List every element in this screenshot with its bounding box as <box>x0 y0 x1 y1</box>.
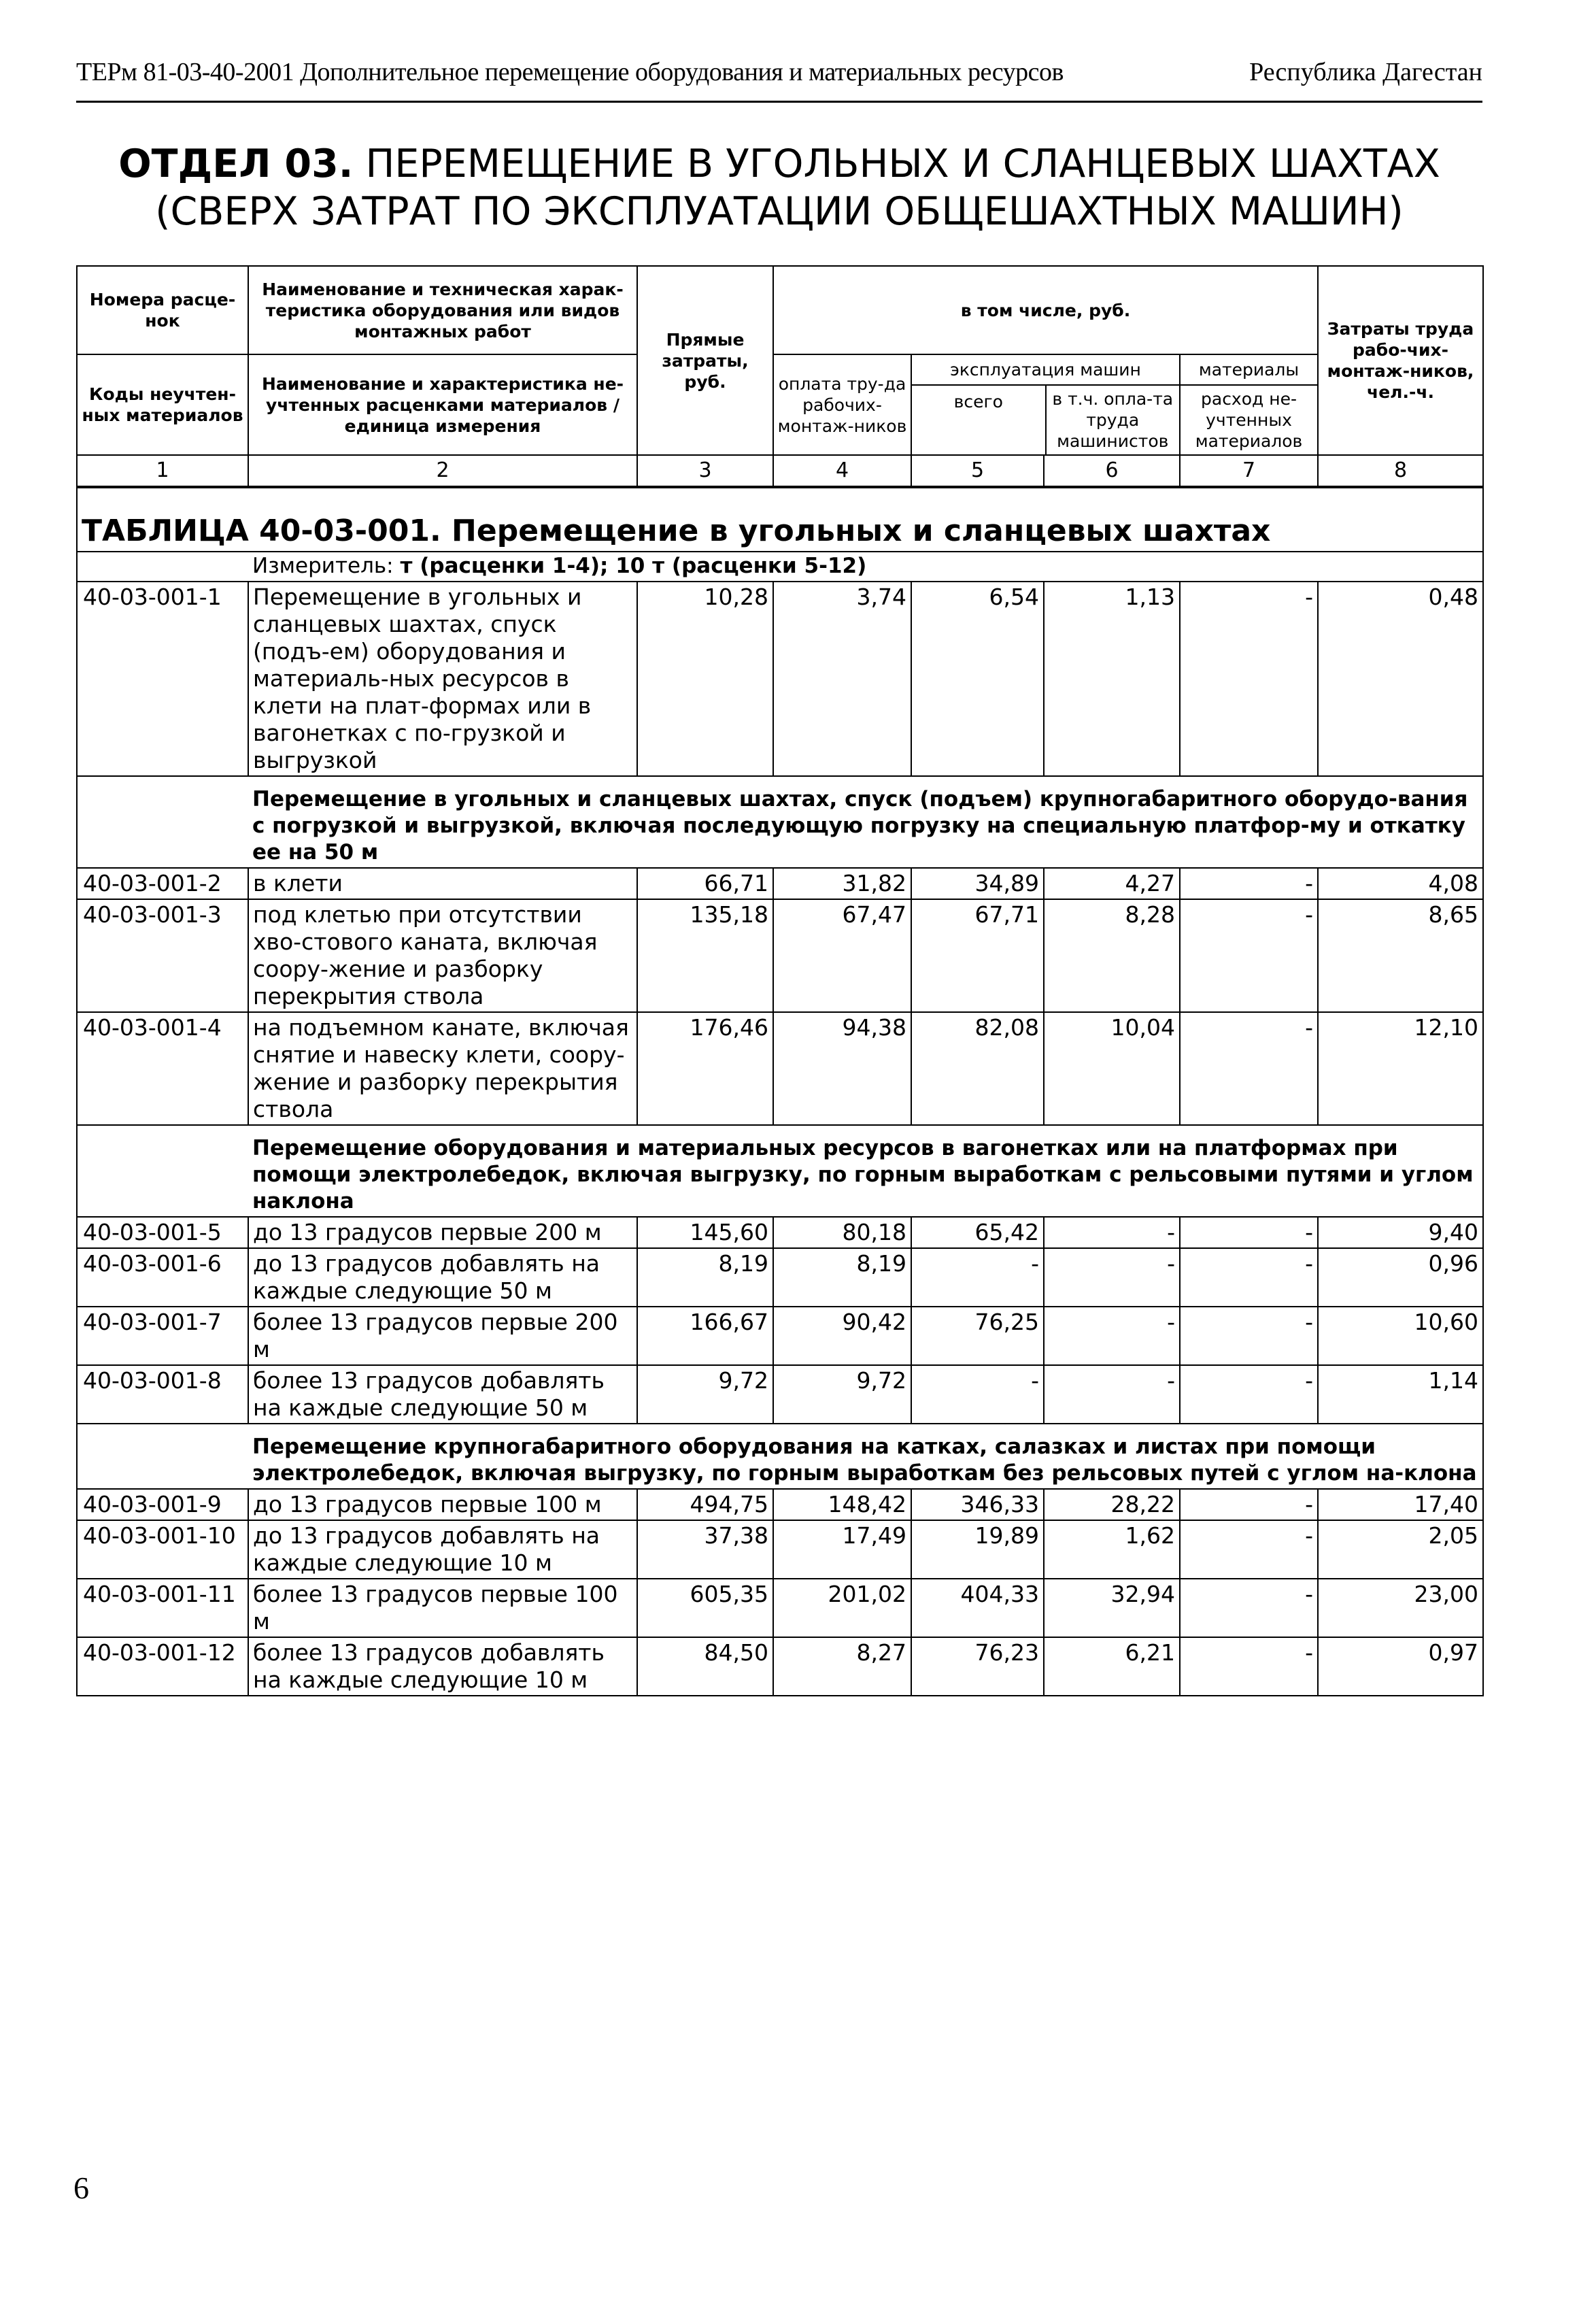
group-heading-row <box>77 1424 1483 1489</box>
measure-unit <box>248 552 1483 582</box>
machinist-wage: - <box>1044 1217 1180 1248</box>
labor-hours: 0,48 <box>1318 582 1483 776</box>
header-region: Республика Дагестан <box>1249 58 1482 86</box>
labor-hours: 23,00 <box>1318 1579 1483 1637</box>
machines-total: 404,33 <box>911 1579 1044 1637</box>
col5-header: всего <box>912 386 1047 454</box>
machines-total: 6,54 <box>911 582 1044 776</box>
group-heading-spacer <box>77 1125 248 1217</box>
colnum-5: 5 <box>911 455 1044 487</box>
machines-total: 76,25 <box>911 1307 1044 1365</box>
rate-name: до 13 градусов первые 200 м <box>248 1217 637 1248</box>
group-heading: Перемещение оборудования и материальных ресурсов в вагонетках или на платформах при помощи электролебедок, включая выгрузку, по горным выработкам с рельсовыми путями и углом наклона <box>248 1125 1483 1217</box>
rate-code: 40-03-001-1 <box>77 582 248 776</box>
direct-cost: 494,75 <box>637 1489 773 1520</box>
materials-label: материалы <box>1181 355 1317 386</box>
rate-code: 40-03-001-9 <box>77 1489 248 1520</box>
table-title <box>77 487 1483 552</box>
labor-wage: 8,27 <box>773 1637 911 1696</box>
rate-code: 40-03-001-6 <box>77 1248 248 1307</box>
labor-hours: 12,10 <box>1318 1012 1483 1125</box>
section-prefix: ОТДЕЛ 03. <box>118 141 354 186</box>
colnum-1: 1 <box>77 455 248 487</box>
colnum-8: 8 <box>1318 455 1483 487</box>
rate-code: 40-03-001-2 <box>77 868 248 899</box>
machines-total: 34,89 <box>911 868 1044 899</box>
materials-cost: - <box>1180 1365 1318 1424</box>
materials-cost: - <box>1180 1217 1318 1248</box>
materials-header <box>1180 354 1318 455</box>
machinist-wage: 6,21 <box>1044 1637 1180 1696</box>
table-row <box>77 1637 1483 1696</box>
rate-code: 40-03-001-3 <box>77 899 248 1012</box>
rate-name: до 13 градусов добавлять на каждые следующие 10 м <box>248 1520 637 1579</box>
machinist-wage: - <box>1044 1365 1180 1424</box>
materials-cost: - <box>1180 582 1318 776</box>
section-title-line1: ПЕРЕМЕЩЕНИЕ В УГОЛЬНЫХ И СЛАНЦЕВЫХ ШАХТАХ <box>365 141 1440 186</box>
machinist-wage: - <box>1044 1248 1180 1307</box>
group-heading: Перемещение в угольных и сланцевых шахтах, спуск (подъем) крупногабаритного оборудо-вания с погрузкой и выгрузкой, включая последующую погрузку на специальную платфор-му и откатку ее на 50 м <box>248 776 1483 868</box>
section-title-line2: (СВЕРХ ЗАТРАТ ПО ЭКСПЛУАТАЦИИ ОБЩЕШАХТНЫХ МАШИН) <box>155 189 1404 234</box>
materials-cost: - <box>1180 1520 1318 1579</box>
table-row <box>77 1012 1483 1125</box>
machines-total: - <box>911 1365 1044 1424</box>
labor-wage: 201,02 <box>773 1579 911 1637</box>
table-row <box>77 1579 1483 1637</box>
labor-hours: 10,60 <box>1318 1307 1483 1365</box>
header-document-title: ТЕРм 81-03-40-2001 Дополнительное перемещение оборудования и материальных ресурсов <box>76 58 1064 86</box>
column-numbers-row <box>77 455 1483 487</box>
colnum-7: 7 <box>1180 455 1318 487</box>
machinist-wage: 1,62 <box>1044 1520 1180 1579</box>
machines-label: эксплуатация машин <box>912 355 1179 386</box>
table-row <box>77 1520 1483 1579</box>
rate-name: более 13 градусов добавлять на каждые следующие 50 м <box>248 1365 637 1424</box>
direct-cost: 10,28 <box>637 582 773 776</box>
labor-hours: 0,97 <box>1318 1637 1483 1696</box>
direct-cost: 605,35 <box>637 1579 773 1637</box>
rate-code: 40-03-001-5 <box>77 1217 248 1248</box>
machines-total: 346,33 <box>911 1489 1044 1520</box>
labor-wage: 8,19 <box>773 1248 911 1307</box>
labor-wage: 148,42 <box>773 1489 911 1520</box>
table-row <box>77 1307 1483 1365</box>
direct-cost: 176,46 <box>637 1012 773 1125</box>
machines-total: - <box>911 1248 1044 1307</box>
labor-wage: 3,74 <box>773 582 911 776</box>
rate-name: более 13 градусов первые 100 м <box>248 1579 637 1637</box>
labor-hours: 8,65 <box>1318 899 1483 1012</box>
group-heading: Перемещение крупногабаритного оборудования на катках, салазках и листах при помощи электролебедок, включая выгрузку, по горным выработкам без рельсовых путей с углом на-клона <box>248 1424 1483 1489</box>
labor-wage: 90,42 <box>773 1307 911 1365</box>
col7-header: расход не-учтенных материалов <box>1195 389 1303 451</box>
materials-cost: - <box>1180 1012 1318 1125</box>
including-header: в том числе, руб. <box>773 266 1318 354</box>
machines-total: 65,42 <box>911 1217 1044 1248</box>
table-row <box>77 582 1483 776</box>
rate-code: 40-03-001-11 <box>77 1579 248 1637</box>
rate-code: 40-03-001-7 <box>77 1307 248 1365</box>
labor-hours: 0,96 <box>1318 1248 1483 1307</box>
rate-name: в клети <box>248 868 637 899</box>
direct-cost: 84,50 <box>637 1637 773 1696</box>
materials-cost: - <box>1180 1579 1318 1637</box>
labor-hours: 9,40 <box>1318 1217 1483 1248</box>
col6-header: в т.ч. опла-та труда машинистов <box>1052 389 1174 451</box>
labor-wage: 94,38 <box>773 1012 911 1125</box>
table-row <box>77 1217 1483 1248</box>
machinist-wage: - <box>1044 1307 1180 1365</box>
colnum-2: 2 <box>248 455 637 487</box>
machinist-wage: 28,22 <box>1044 1489 1180 1520</box>
rate-name: под клетью при отсутствии хво-стового каната, включая соору-жение и разборку перекрытия ствола <box>248 899 637 1012</box>
direct-cost: 135,18 <box>637 899 773 1012</box>
labor-wage: 9,72 <box>773 1365 911 1424</box>
machines-total: 67,71 <box>911 899 1044 1012</box>
group-heading-spacer <box>77 776 248 868</box>
table-title-row <box>77 487 1483 552</box>
rows-group-2 <box>77 1125 1483 1424</box>
col1-header-bottom: Коды неучтен-ных материалов <box>77 354 248 455</box>
machinist-wage: 1,13 <box>1044 582 1180 776</box>
machinist-wage: 32,94 <box>1044 1579 1180 1637</box>
materials-cost: - <box>1180 899 1318 1012</box>
group-heading-spacer <box>77 1424 248 1489</box>
group-heading-row <box>77 1125 1483 1217</box>
machinist-wage: 10,04 <box>1044 1012 1180 1125</box>
table-row <box>77 1248 1483 1307</box>
page-header <box>76 53 1482 103</box>
machines-total: 82,08 <box>911 1012 1044 1125</box>
direct-cost: 8,19 <box>637 1248 773 1307</box>
rate-name: более 13 градусов первые 200 м <box>248 1307 637 1365</box>
direct-cost: 37,38 <box>637 1520 773 1579</box>
labor-hours: 4,08 <box>1318 868 1483 899</box>
measure-value: т (расценки 1-4); 10 т (расценки 5-12) <box>400 554 867 578</box>
colnum-3: 3 <box>637 455 773 487</box>
machinist-wage: 8,28 <box>1044 899 1180 1012</box>
rate-name: до 13 градусов первые 100 м <box>248 1489 637 1520</box>
group-heading-row <box>77 776 1483 868</box>
table-row <box>77 1489 1483 1520</box>
rate-name: на подъемном канате, включая снятие и навеску клети, соору-жение и разборку перекрытия ствола <box>248 1012 637 1125</box>
labor-wage: 17,49 <box>773 1520 911 1579</box>
rate-code: 40-03-001-4 <box>77 1012 248 1125</box>
colnum-6: 6 <box>1044 455 1180 487</box>
table-row <box>77 1365 1483 1424</box>
labor-hours: 2,05 <box>1318 1520 1483 1579</box>
rate-code: 40-03-001-10 <box>77 1520 248 1579</box>
materials-cost: - <box>1180 1489 1318 1520</box>
colnum-4: 4 <box>773 455 911 487</box>
direct-cost: 166,67 <box>637 1307 773 1365</box>
direct-cost: 9,72 <box>637 1365 773 1424</box>
rows-group-3 <box>77 1424 1483 1696</box>
page-number: 6 <box>73 2170 89 2205</box>
machines-total: 19,89 <box>911 1520 1044 1579</box>
materials-cost: - <box>1180 1637 1318 1696</box>
labor-wage: 80,18 <box>773 1217 911 1248</box>
rate-code: 40-03-001-8 <box>77 1365 248 1424</box>
rate-code: 40-03-001-12 <box>77 1637 248 1696</box>
labor-wage: 31,82 <box>773 868 911 899</box>
table-title-text: ТАБЛИЦА 40-03-001. Перемещение в угольных и сланцевых шахтах <box>82 514 1271 548</box>
section-title <box>76 140 1482 235</box>
labor-hours: 17,40 <box>1318 1489 1483 1520</box>
machinist-wage: 4,27 <box>1044 868 1180 899</box>
col4-header: оплата тру-да рабочих-монтаж-ников <box>773 354 911 455</box>
labor-wage: 67,47 <box>773 899 911 1012</box>
labor-hours: 1,14 <box>1318 1365 1483 1424</box>
col2-header-top: Наименование и техническая харак-теристика оборудования или видов монтажных работ <box>248 266 637 354</box>
rows-group-1 <box>77 776 1483 1125</box>
rate-name: Перемещение в угольных и сланцевых шахтах, спуск (подъ-ем) оборудования и материаль-ных ресурсов в клети на плат-формах или в вагонетках с по-грузкой и выгрузкой <box>248 582 637 776</box>
table-row <box>77 899 1483 1012</box>
direct-cost: 145,60 <box>637 1217 773 1248</box>
direct-cost: 66,71 <box>637 868 773 899</box>
table-header <box>77 266 1483 487</box>
machines-total: 76,23 <box>911 1637 1044 1696</box>
machines-header <box>911 354 1180 455</box>
rate-name: до 13 градусов добавлять на каждые следующие 50 м <box>248 1248 637 1307</box>
table-row <box>77 868 1483 899</box>
materials-cost: - <box>1180 1307 1318 1365</box>
col2-header-bottom: Наименование и характеристика не-учтенных расценками материалов / единица измерения <box>248 354 637 455</box>
col8-header: Затраты труда рабо-чих-монтаж-ников, чел.-ч. <box>1318 266 1483 455</box>
col1-header-top: Номера расце-нок <box>77 266 248 354</box>
materials-cost: - <box>1180 1248 1318 1307</box>
materials-cost: - <box>1180 868 1318 899</box>
col3-header: Прямые затраты, руб. <box>637 266 773 455</box>
rates-table <box>76 265 1484 1696</box>
rows-intro <box>77 582 1483 776</box>
measure-label: Измеритель: <box>252 554 394 578</box>
measure-row <box>77 552 1483 582</box>
rate-name: более 13 градусов добавлять на каждые следующие 10 м <box>248 1637 637 1696</box>
